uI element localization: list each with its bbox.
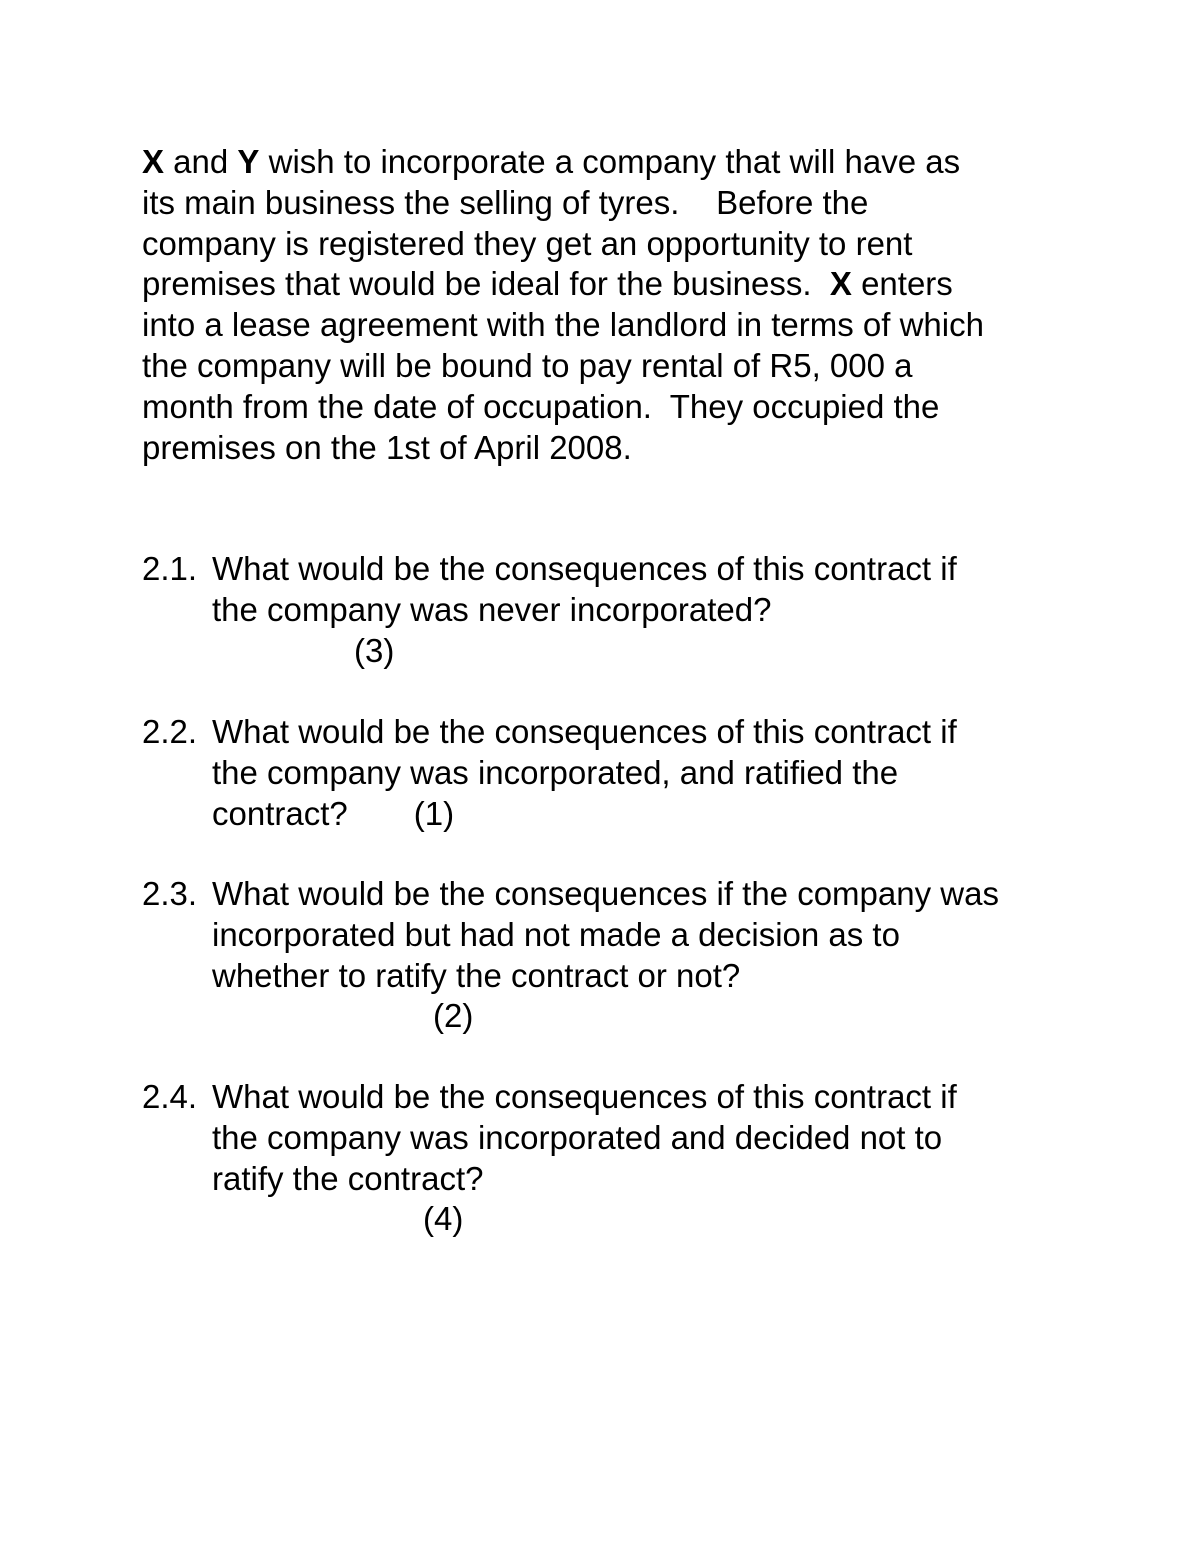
question-marks: (4) <box>423 1200 464 1238</box>
scenario-line: into a lease agreement with the landlord in terms of which <box>142 306 984 344</box>
scenario-line: company is registered they get an opportunity to rent <box>142 224 913 262</box>
scenario-paragraph <box>142 142 1102 468</box>
question-number: 2.4. <box>142 1078 198 1115</box>
question-text: What would be the consequences of this contract if the company was never incorporated? (3) <box>212 549 1112 671</box>
question-text: What would be the consequences of this contract if the company was incorporated, and ratified the contract? (1) <box>212 712 1112 834</box>
question-marks: (3) <box>354 631 395 669</box>
scenario-line: premises on the 1st of April 2008. <box>142 428 632 466</box>
scenario-line: premises that would be ideal for the business. X enters <box>142 265 953 303</box>
question-marks: (1) <box>413 794 455 832</box>
scenario-line: its main business the selling of tyres. Before the <box>142 183 869 221</box>
scenario-line: the company will be bound to pay rental of R5, 000 a <box>142 346 913 384</box>
question-number: 2.1. <box>142 550 198 587</box>
scenario-line: X and Y wish to incorporate a company that will have as <box>142 143 961 180</box>
question-marks: (2) <box>433 997 474 1035</box>
question-text: What would be the consequences if the company was incorporated but had not made a decision as to whether to ratify the contract or not? (2) <box>212 874 1112 1037</box>
question-text: What would be the consequences of this contract if the company was incorporated and decided not to ratify the contract? (4) <box>212 1077 1112 1240</box>
question-number: 2.3. <box>142 875 198 912</box>
question-number: 2.2. <box>142 713 198 750</box>
scenario-line: month from the date of occupation. They occupied the <box>142 387 940 425</box>
